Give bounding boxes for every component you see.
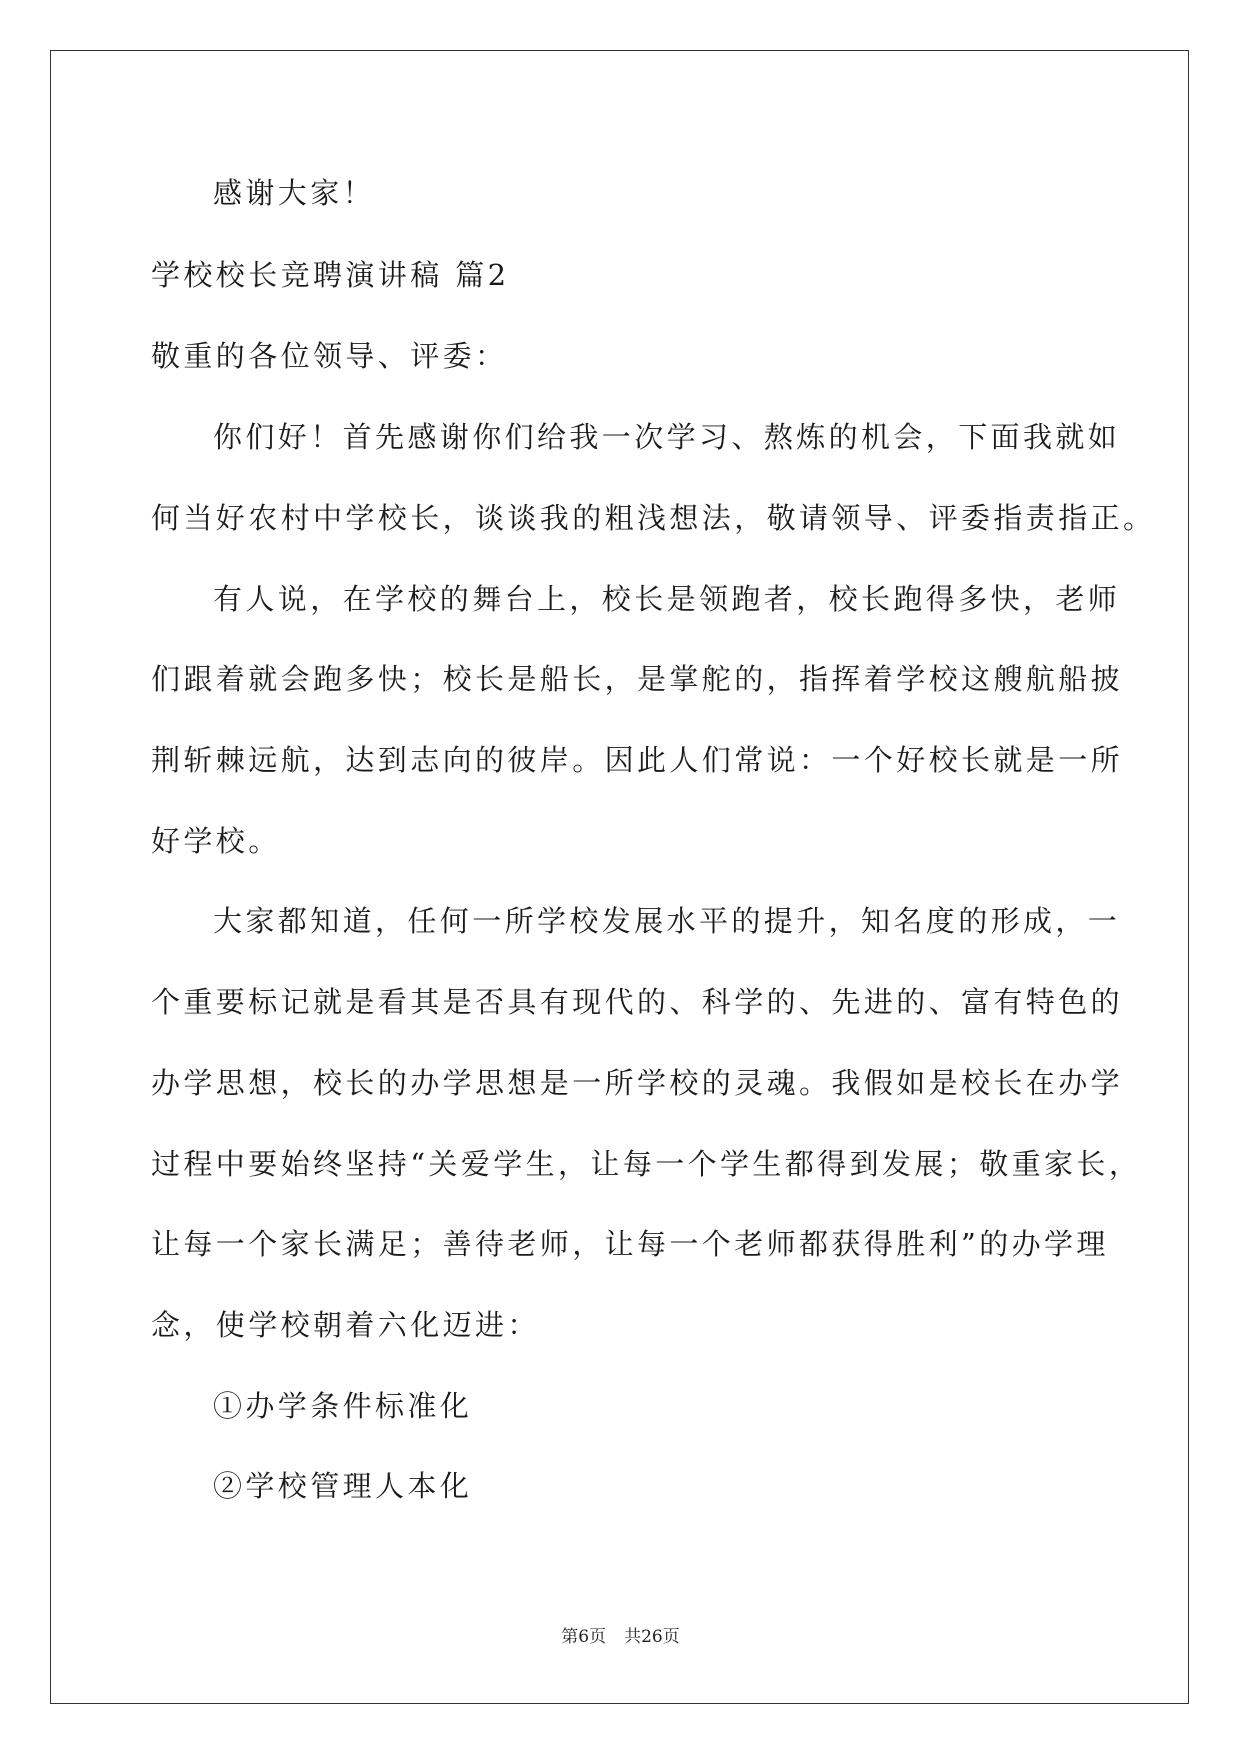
page-border (50, 50, 1189, 1704)
page-total: 共26页 (624, 1627, 680, 1647)
paragraph-line: 大家都知道，任何一所学校发展水平的提升，知名度的形成，一 (213, 904, 1121, 938)
page-number: 第6页 (561, 1627, 607, 1647)
paragraph-line: 何当好农村中学校长，谈谈我的粗浅想法，敬请领导、评委指责指正。 (151, 501, 1156, 535)
paragraph-line: 们跟着就会跑多快；校长是船长，是掌舵的，指挥着学校这艘航船披 (151, 662, 1124, 696)
paragraph-line: 个重要标记就是看其是否具有现代的、科学的、先进的、富有特色的 (151, 985, 1124, 1019)
paragraph-line: 让每一个家长满足；善待老师，让每一个老师都获得胜利”的办学理 (151, 1227, 1109, 1261)
page-footer (0, 1625, 1241, 1649)
paragraph-line: 有人说，在学校的舞台上，校长是领跑者，校长跑得多快，老师 (213, 582, 1121, 616)
salutation: 敬重的各位领导、评委： (151, 339, 508, 373)
paragraph-line: 念，使学校朝着六化迈进： (151, 1308, 540, 1342)
paragraph-line: 你们好！首先感谢你们给我一次学习、熬炼的机会，下面我就如 (213, 420, 1121, 454)
paragraph-line: 过程中要始终坚持“关爱学生，让每一个学生都得到发展；敬重家长， (151, 1147, 1142, 1181)
paragraph-line: 好学校。 (151, 824, 281, 858)
list-item: ②学校管理人本化 (213, 1469, 473, 1503)
paragraph-line: 荆斩棘远航，达到志向的彼岸。因此人们常说：一个好校长就是一所 (151, 743, 1124, 777)
section-heading: 学校校长竞聘演讲稿 篇2 (151, 258, 510, 292)
list-item: ①办学条件标准化 (213, 1389, 473, 1423)
paragraph-line: 办学思想，校长的办学思想是一所学校的灵魂。我假如是校长在办学 (151, 1066, 1124, 1100)
closing-line: 感谢大家！ (213, 176, 376, 210)
